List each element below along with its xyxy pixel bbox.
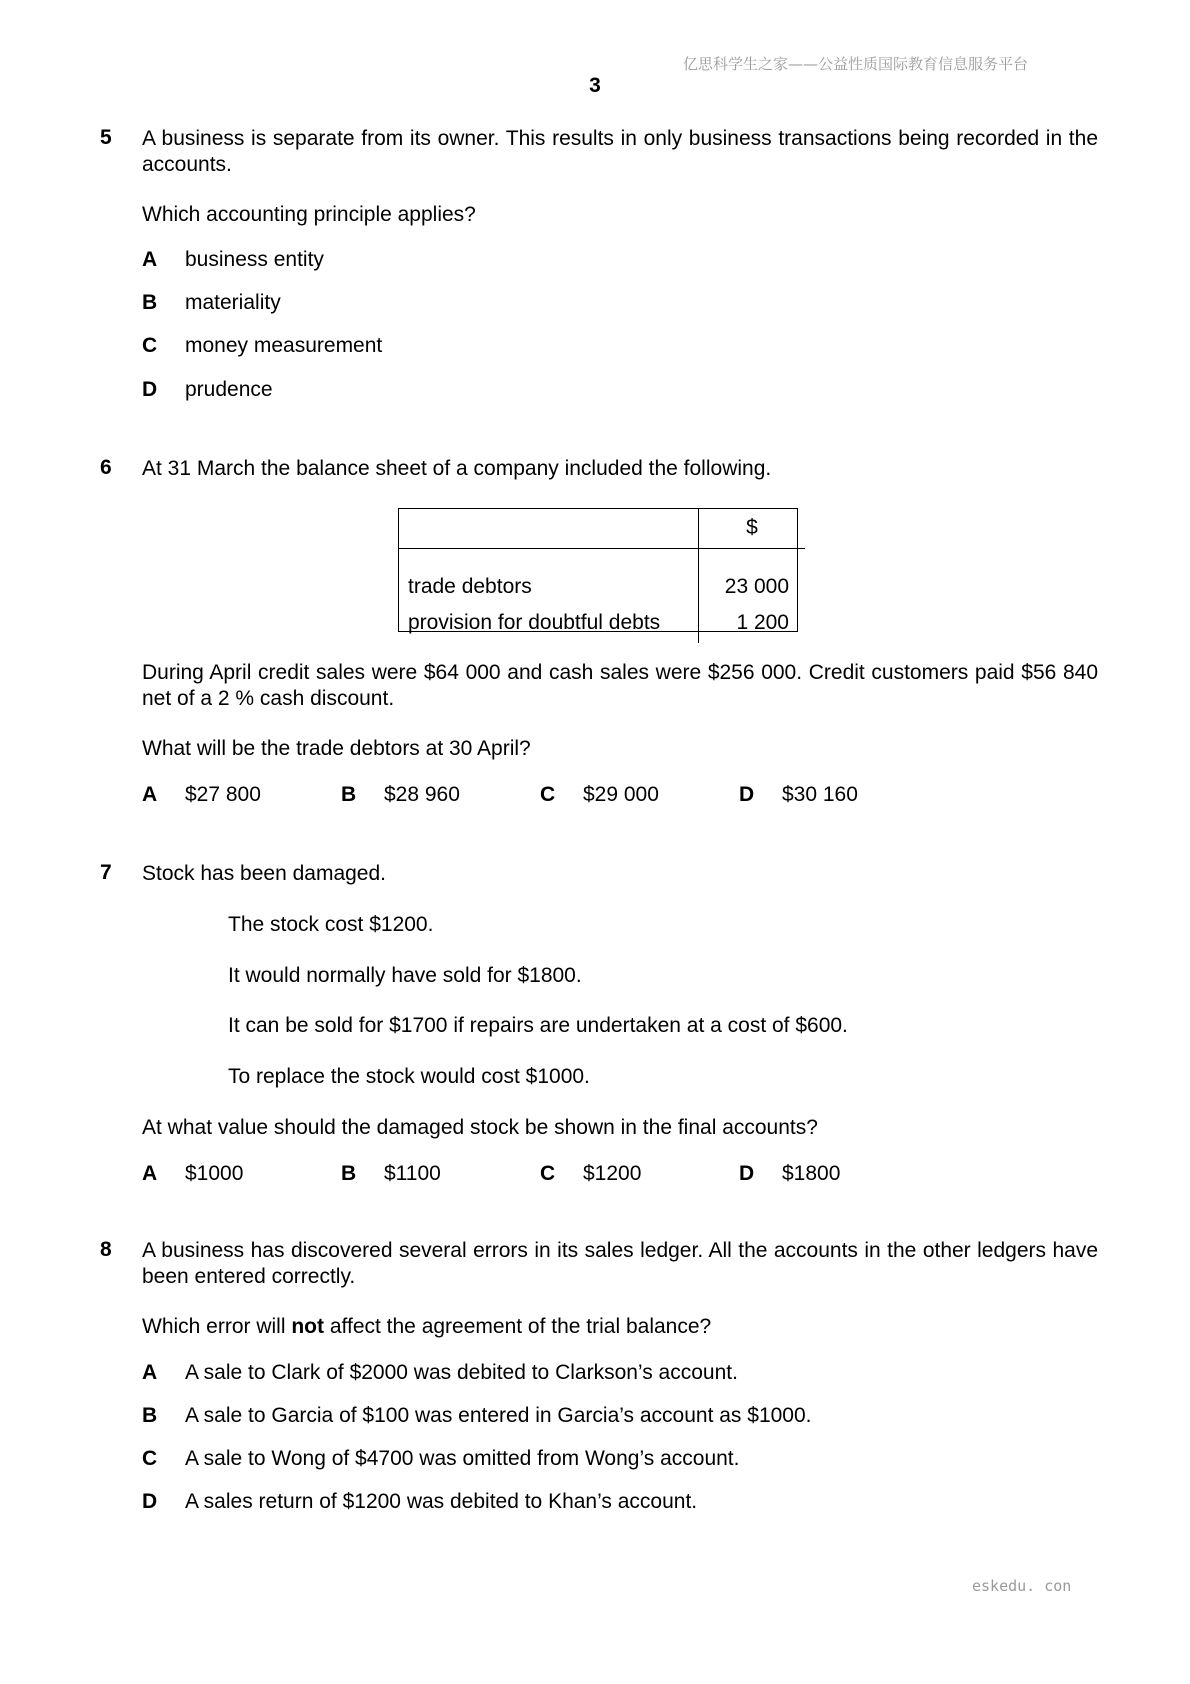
option bbox=[739, 1162, 938, 1186]
option bbox=[341, 1162, 540, 1186]
option-text: $30 160 bbox=[782, 783, 858, 806]
footer-watermark: eskedu. con bbox=[972, 1577, 1072, 1595]
option bbox=[142, 248, 324, 272]
option bbox=[142, 291, 281, 315]
option-letter: C bbox=[142, 1447, 158, 1470]
option bbox=[142, 1361, 738, 1385]
option bbox=[142, 1490, 697, 1514]
option-text: materiality bbox=[185, 291, 281, 314]
option-letter: B bbox=[341, 783, 357, 806]
question-number: 7 bbox=[100, 861, 112, 884]
option-text: business entity bbox=[185, 248, 324, 271]
option bbox=[142, 1404, 812, 1428]
option-letter: B bbox=[142, 1404, 158, 1427]
table-cell-value: 23 000 bbox=[724, 575, 789, 598]
prompt-post: affect the agreement of the trial balance? bbox=[324, 1315, 712, 1338]
options-row bbox=[142, 1162, 938, 1186]
table-row bbox=[398, 549, 805, 604]
table-header-currency: $ bbox=[699, 508, 806, 549]
option-letter: D bbox=[739, 783, 755, 806]
option-letter: A bbox=[142, 783, 158, 806]
option-letter: A bbox=[142, 1162, 158, 1185]
option-text: money measurement bbox=[185, 334, 383, 357]
option-text: $1800 bbox=[782, 1162, 841, 1185]
option-text: A sales return of $1200 was debited to Khan’s account. bbox=[185, 1490, 698, 1513]
option bbox=[142, 378, 273, 402]
page-number: 3 bbox=[589, 74, 601, 97]
option-text: prudence bbox=[185, 378, 273, 401]
question-text: A business is separate from its owner. This results in only business transactions being recorded in the accounts. bbox=[142, 127, 1098, 176]
table-header-row bbox=[398, 508, 805, 549]
question-prompt: At what value should the damaged stock be shown in the final accounts? bbox=[142, 1116, 818, 1139]
prompt-pre: Which error will bbox=[142, 1315, 292, 1338]
option-letter: C bbox=[142, 334, 158, 357]
question-number: 6 bbox=[100, 456, 112, 479]
question-text: Stock has been damaged. bbox=[142, 862, 387, 885]
option bbox=[142, 334, 382, 358]
option-letter: C bbox=[540, 1162, 556, 1185]
question-text: A business has discovered several errors in its sales ledger. All the accounts in the other ledgers have been entered correctly. bbox=[142, 1239, 1098, 1288]
option-letter: A bbox=[142, 248, 158, 271]
option-text: $1200 bbox=[583, 1162, 642, 1185]
option bbox=[540, 1162, 739, 1186]
table-cell-label: trade debtors bbox=[398, 549, 699, 604]
option bbox=[341, 783, 540, 807]
table-header-label bbox=[398, 508, 699, 549]
option-text: A sale to Garcia of $100 was entered in Garcia’s account as $1000. bbox=[185, 1404, 812, 1427]
fact-line: It can be sold for $1700 if repairs are undertaken at a cost of $600. bbox=[228, 1014, 848, 1037]
option-text: $27 800 bbox=[185, 783, 261, 806]
option-letter: D bbox=[142, 1490, 158, 1513]
question-text: During April credit sales were $64 000 and cash sales were $256 000. Credit customers paid $56 840 net of a 2 % cash discount. bbox=[142, 661, 1098, 710]
option-letter: D bbox=[739, 1162, 755, 1185]
table-row bbox=[398, 603, 805, 643]
option-letter: A bbox=[142, 1361, 158, 1384]
table-cell-label: provision for doubtful debts bbox=[398, 603, 699, 643]
question-number: 5 bbox=[100, 126, 112, 149]
question-prompt: Which accounting principle applies? bbox=[142, 203, 476, 226]
question-text: At 31 March the balance sheet of a company included the following. bbox=[142, 457, 772, 480]
question-prompt: What will be the trade debtors at 30 April? bbox=[142, 737, 531, 760]
option-text: $29 000 bbox=[583, 783, 659, 806]
option bbox=[142, 1447, 739, 1471]
option-text: $1100 bbox=[384, 1162, 441, 1185]
question-prompt bbox=[142, 1314, 1098, 1340]
option-letter: B bbox=[142, 291, 158, 314]
table-cell-value: 1 200 bbox=[736, 611, 789, 634]
option bbox=[540, 783, 739, 807]
fact-line: It would normally have sold for $1800. bbox=[228, 964, 582, 987]
option-letter: B bbox=[341, 1162, 357, 1185]
option-letter: C bbox=[540, 783, 556, 806]
option-text: A sale to Clark of $2000 was debited to Clarkson’s account. bbox=[185, 1361, 738, 1384]
option bbox=[142, 1162, 341, 1186]
header-watermark: 亿思科学生之家——公益性质国际教育信息服务平台 bbox=[683, 55, 1029, 73]
option-letter: D bbox=[142, 378, 158, 401]
option bbox=[739, 783, 938, 807]
option-text: A sale to Wong of $4700 was omitted from Wong’s account. bbox=[185, 1447, 740, 1470]
fact-line: To replace the stock would cost $1000. bbox=[228, 1065, 590, 1088]
balance-sheet-table bbox=[398, 508, 805, 643]
options-row bbox=[142, 783, 938, 807]
option bbox=[142, 783, 341, 807]
fact-line: The stock cost $1200. bbox=[228, 913, 434, 936]
option-text: $1000 bbox=[185, 1162, 244, 1185]
prompt-emphasis: not bbox=[291, 1315, 325, 1338]
question-number: 8 bbox=[100, 1238, 112, 1261]
option-text: $28 960 bbox=[384, 783, 460, 806]
